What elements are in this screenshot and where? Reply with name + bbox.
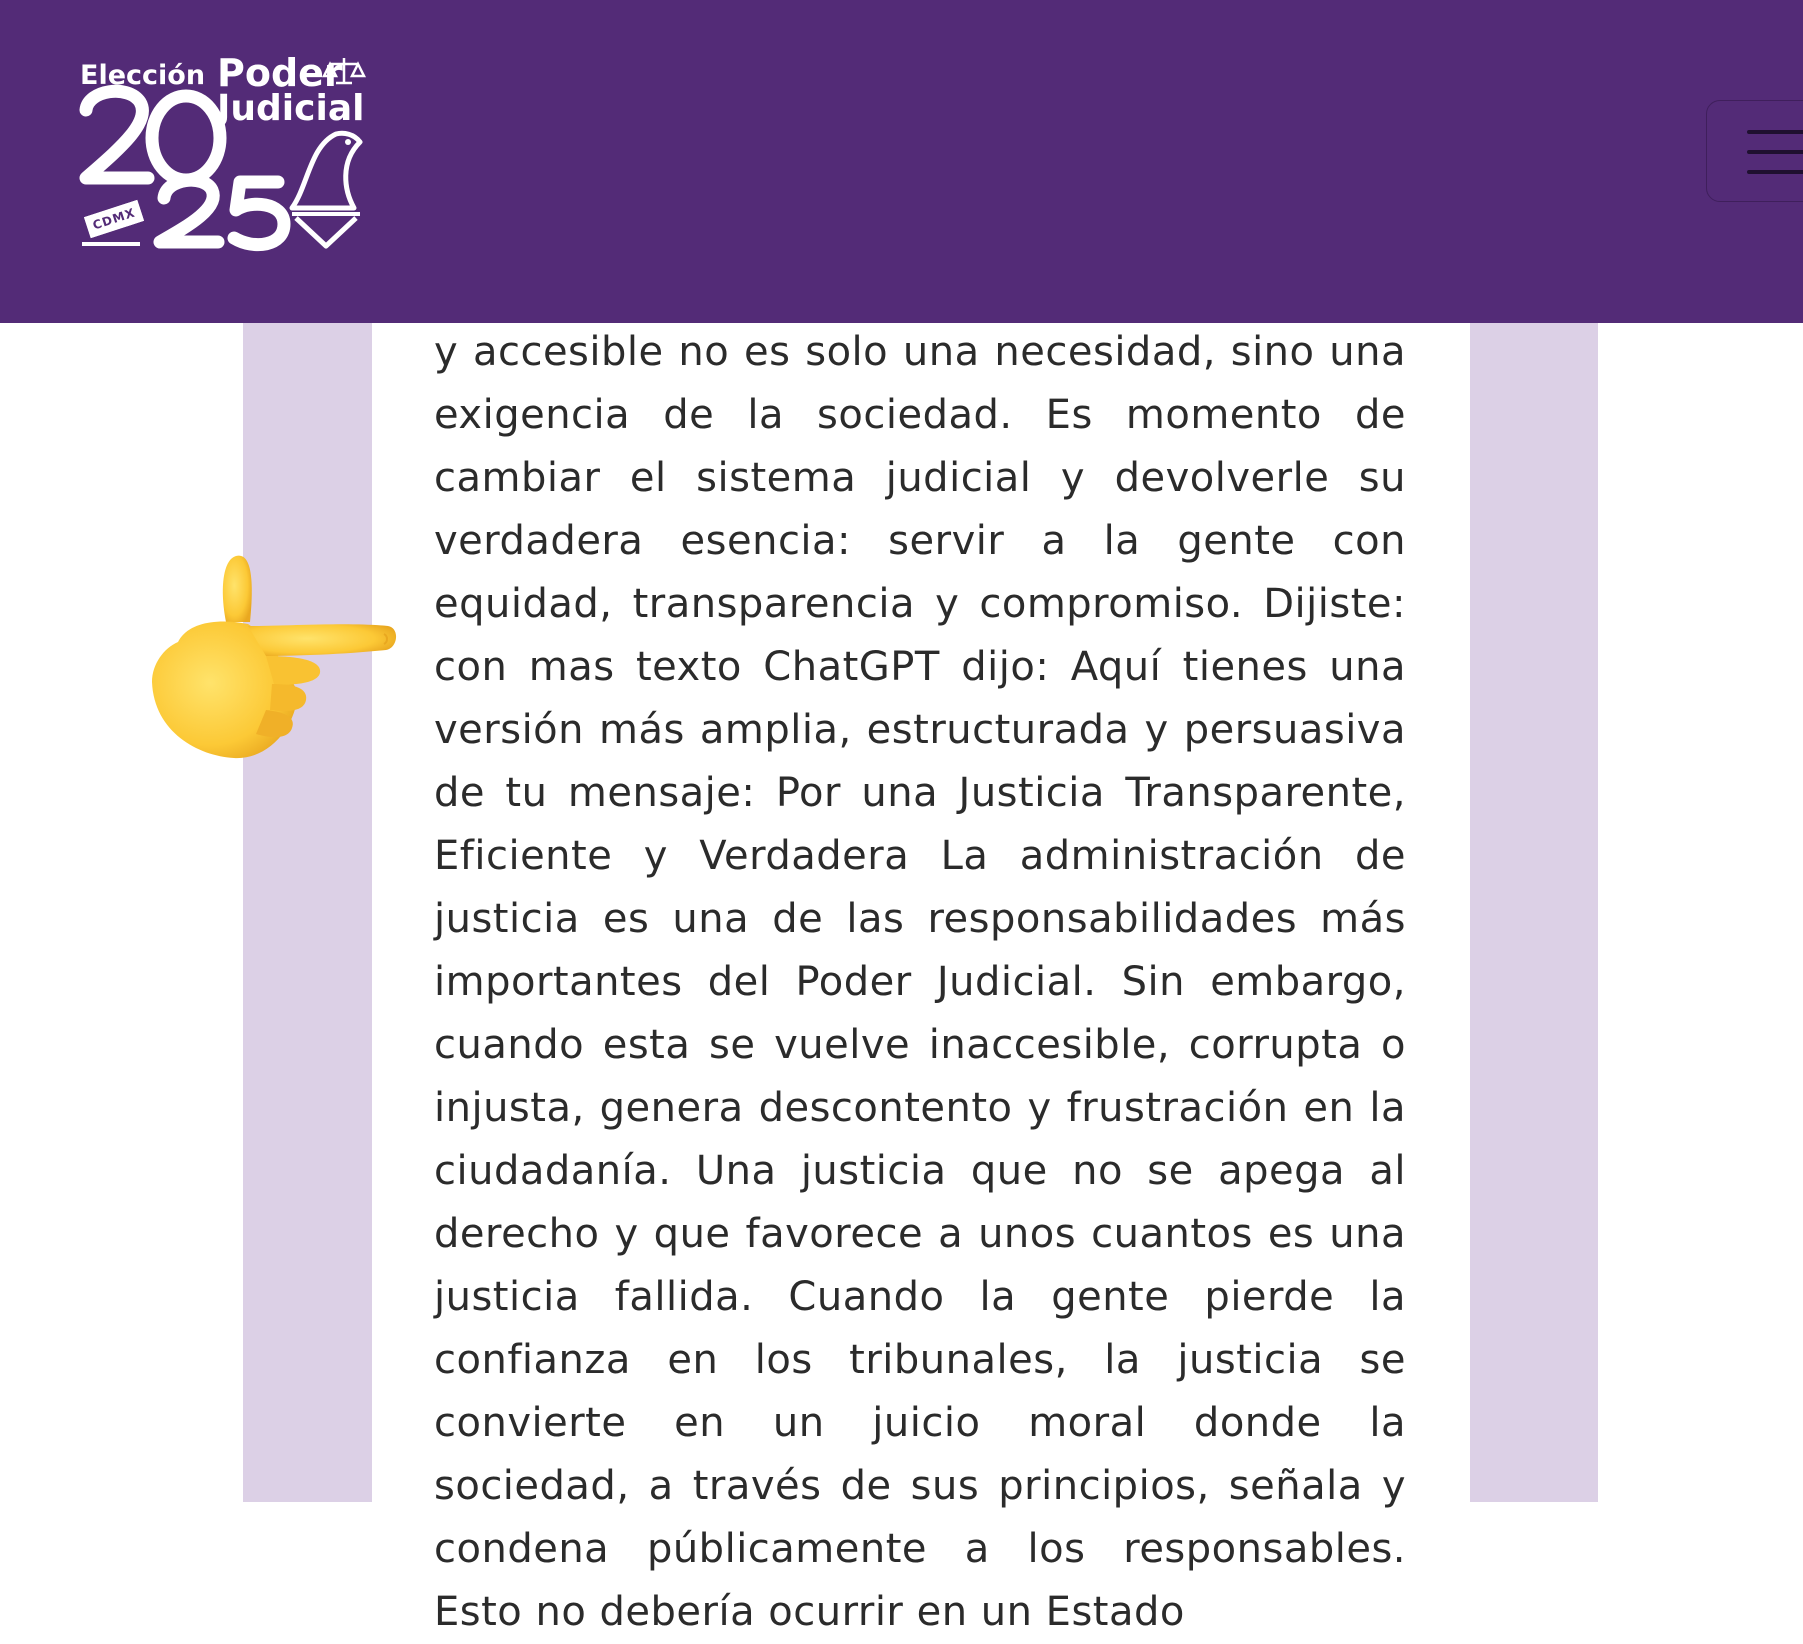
pointing-hand-icon	[148, 552, 398, 762]
logo-judicial-text: Judicial	[217, 88, 365, 129]
hamburger-menu-button[interactable]	[1706, 100, 1803, 202]
site-header	[0, 0, 1803, 323]
logo-cdmx-badge: CDMX	[84, 200, 144, 238]
article-body-text: y accesible no es solo una necesidad, sino una exigencia de la sociedad. Es momento de cambiar el sistema judicial y devolverle su verdadera esencia: servir a la gente con equidad, transparencia y compromiso. Dijiste: con mas texto ChatGPT dijo: Aquí tienes una versión más amplia, estructurada y persuasiva de tu mensaje: Por una Justicia Transparente, Eficiente y Verdadera La administración de justicia es una de las responsabilidades más importantes del Poder Judicial. Sin embargo, cuando esta se vuelve inaccesible, corrupta o injusta, genera descontento y frustración en la ciudadanía. Una justicia que no se apega al derecho y que favorece a unos cuantos es una justicia fallida. Cuando la gente pierde la confianza en los tribunales, la justicia se convierte en un juicio moral donde la sociedad, a través de sus principios, señala y condena públicamente a los responsables. Esto no debería ocurrir en un Estado	[434, 329, 1406, 1635]
article-card	[372, 323, 1470, 1635]
logo-eleccion-text: Elección	[80, 60, 206, 91]
hamburger-menu-icon-bar	[1747, 150, 1803, 154]
logo-poder-text: Poder	[217, 51, 343, 95]
eleccion-poder-judicial-2025-logo[interactable]	[78, 50, 370, 250]
hamburger-menu-icon-bar	[1747, 130, 1803, 134]
hamburger-menu-icon-bar	[1747, 170, 1803, 174]
